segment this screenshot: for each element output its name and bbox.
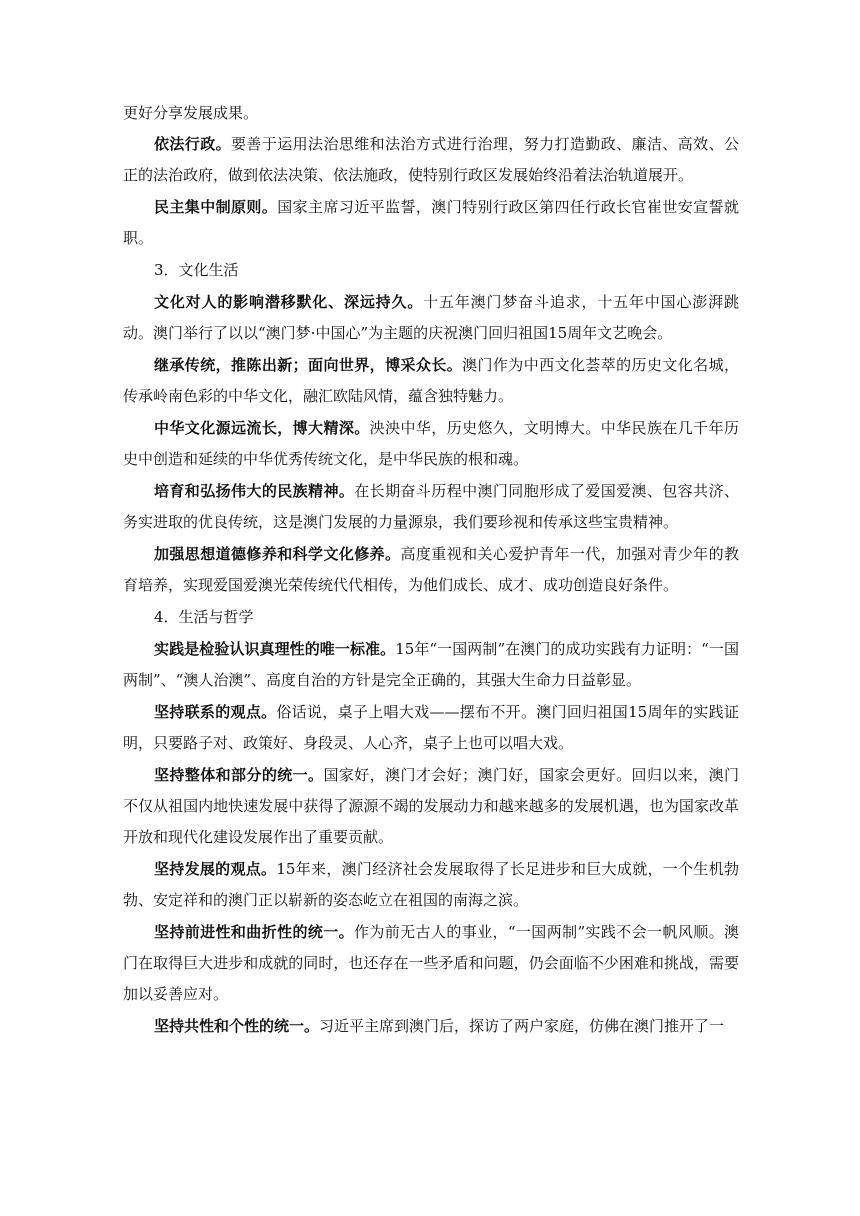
paragraph-development-view [123,854,739,916]
paragraph-moral-cultivation [123,539,739,601]
paragraph-inherit-tradition [123,350,739,412]
paragraph-lead: 培育和弘扬伟大的民族精神。 [154,482,355,500]
paragraph-national-spirit [123,476,739,538]
paragraph-text: 15年来，澳门经济社会发展取得了长足进步和巨大成就，一个生机勃勃、安定祥和的澳门正以崭新的姿态屹立在祖国的南海之滨。 [123,860,739,909]
paragraph-lead: 依法行政。 [154,135,232,153]
paragraph-lead: 加强思想道德修养和科学文化修养。 [154,545,401,563]
section-heading-text: 3．文化生活 [154,261,239,279]
paragraph-text: 15年“一国两制”在澳门的成功实践有力证明：“一国两制”、“澳人治澳”、高度自治的方针是完全正确的，其强大生命力日益彰显。 [123,640,739,689]
section-heading-culture [123,255,739,286]
paragraph-democratic-centralism [123,192,739,254]
paragraph-culture-influence [123,287,739,349]
paragraph-chinese-culture [123,413,739,475]
paragraph-lead: 坚持整体和部分的统一。 [154,766,324,784]
paragraph-commonality-individuality [123,1011,739,1042]
paragraph-lead: 中华文化源远流长，博大精深。 [154,419,370,437]
paragraph-lead: 坚持前进性和曲折性的统一。 [154,923,355,941]
paragraph-text: 作为前无古人的事业，“一国两制”实践不会一帆风顺。澳门在取得巨大进步和成就的同时，也还存在一些矛盾和问题，仍会面临不少困难和挑战，需要加以妥善应对。 [123,923,739,1003]
paragraph-lead: 坚持发展的观点。 [154,860,277,878]
paragraph-text: 泱泱中华，历史悠久，文明博大。中华民族在几千年历史中创造和延续的中华优秀传统文化，是中华民族的根和魂。 [123,419,739,468]
section-heading-philosophy [123,602,739,633]
paragraph-lead: 继承传统，推陈出新；面向世界，博采众长。 [154,356,463,374]
paragraph-lead: 坚持共性和个性的统一。 [154,1017,320,1035]
paragraph-text: 习近平主席到澳门后，探访了两户家庭，仿佛在澳门推开了一 [319,1017,725,1035]
paragraph-text: 澳门作为中西文化荟萃的历史文化名城，传承岭南色彩的中华文化，融汇欧陆风情，蕴含独特魅力。 [123,356,739,405]
paragraph-lead: 文化对人的影响潜移默化、深远持久。 [154,293,424,311]
paragraph-practice-standard [123,634,739,696]
paragraph-rule-of-law [123,129,739,191]
paragraph-lead: 实践是检验认识真理性的唯一标准。 [154,640,396,658]
paragraph-text: 十五年澳门梦奋斗追求，十五年中国心澎湃跳动。澳门举行了以以“澳门梦·中国心”为主题的庆祝澳门回归祖国15周年文艺晚会。 [123,293,739,342]
section-heading-text: 4．生活与哲学 [154,608,254,626]
paragraph-continuation [123,98,739,129]
paragraph-text: 要善于运用法治思维和法治方式进行治理，努力打造勤政、廉洁、高效、公正的法治政府，做到依法决策、依法施政，使特别行政区发展始终沿着法治轨道展开。 [123,135,739,184]
paragraph-text: 高度重视和关心爱护青年一代，加强对青少年的教育培养，实现爱国爱澳光荣传统代代相传，为他们成长、成才、成功创造良好条件。 [123,545,739,594]
paragraph-text: 国家好，澳门才会好；澳门好，国家会更好。回归以来，澳门不仅从祖国内地快速发展中获得了源源不竭的发展动力和越来越多的发展机遇，也为国家改革开放和现代化建设发展作出了重要贡献。 [123,766,739,846]
document-body [123,98,739,1043]
paragraph-whole-and-part [123,760,739,853]
paragraph-lead: 民主集中制原则。 [154,198,278,216]
paragraph-text: 俗话说，桌子上唱大戏——摆布不开。澳门回归祖国15周年的实践证明，只要路子对、政策好、身段灵、人心齐，桌子上也可以唱大戏。 [123,703,739,752]
paragraph-text: 在长期奋斗历程中澳门同胞形成了爱国爱澳、包容共济、务实进取的优良传统，这是澳门发展的力量源泉，我们要珍视和传承这些宝贵精神。 [123,482,739,531]
paragraph-lead: 坚持联系的观点。 [154,703,277,721]
paragraph-connection-view [123,697,739,759]
paragraph-text: 更好分享发展成果。 [123,104,259,122]
paragraph-text: 国家主席习近平监誓，澳门特别行政区第四任行政长官崔世安宣誓就职。 [123,198,739,247]
paragraph-progress-and-twists [123,917,739,1010]
